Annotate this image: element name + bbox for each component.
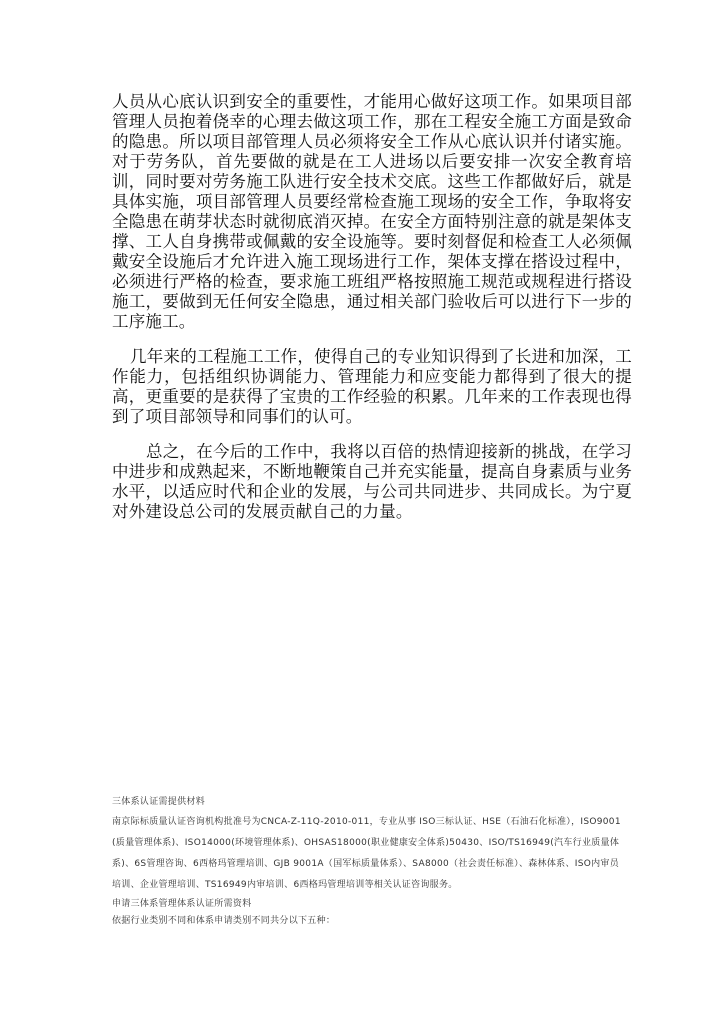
certification-notes xyxy=(112,794,622,931)
report-body xyxy=(112,92,632,522)
notes-description: 南京际标质量认证咨询机构批准号为CNCA-Z-11Q-2010-011，专业从事 ISO三标认证、HSE（石油石化标准），ISO9001(质量管理体系)、ISO14000(环境管理体系)、OHSAS18000(职业健康安全体系)50430、ISO/TS16949(汽车行业质量体系)、6S管理咨询、6西格玛管理培训、GJB 9001A（国军标质量体系）、SA8000（社会责任标准）、森林体系、ISO内审员培训、企业管理培训、TS16949内审培训、6西格玛管理培训等相关认证咨询服务。 xyxy=(112,816,621,890)
notes-heading: 三体系认证需提供材料 xyxy=(112,797,206,807)
paragraph-work-experience: 几年来的工程施工工作，使得自己的专业知识得到了长进和加深，工作能力，包括组织协调能力、管理能力和应变能力都得到了很大的提高，更重要的是获得了宝贵的工作经验的积累。几年来的工作表现也得到了项目部领导和同事们的认可。 xyxy=(112,347,632,426)
paragraph-safety-management: 人员从心底认识到安全的重要性，才能用心做好这项工作。如果项目部管理人员抱着侥幸的心理去做这项工作，那在工程安全施工方面是致命的隐患。所以项目部管理人员必须将安全工作从心底认识并付诸实施。对于劳务队，首先要做的就是在工人进场以后要安排一次安全教育培训，同时要对劳务施工队进行安全技术交底。这些工作都做好后，就是具体实施，项目部管理人员要经常检查施工现场的安全工作，争取将安全隐患在萌芽状态时就彻底消灭掉。在安全方面特别注意的就是架体支撑、工人自身携带或佩戴的安全设施等。要时刻督促和检查工人必须佩戴安全设施后才允许进入施工现场进行工作，架体支撑在搭设过程中，必须进行严格的检查，要求施工班组严格按照施工规范或规程进行搭设施工，要做到无任何安全隐患，通过相关部门验收后可以进行下一步的工序施工。 xyxy=(112,92,632,331)
materials-heading: 申请三体系管理体系认证所需资料 xyxy=(112,898,252,909)
paragraph-conclusion: 总之，在今后的工作中，我将以百倍的热情迎接新的挑战，在学习中进步和成熟起来，不断地鞭策自己并充实能量，提高自身素质与业务水平，以适应时代和企业的发展，与公司共同进步、共同成长。为宁夏对外建设总公司的发展贡献自己的力量。 xyxy=(112,442,632,521)
materials-intro: 依据行业类别不同和体系申请类别不同共分以下五种： xyxy=(112,916,336,926)
